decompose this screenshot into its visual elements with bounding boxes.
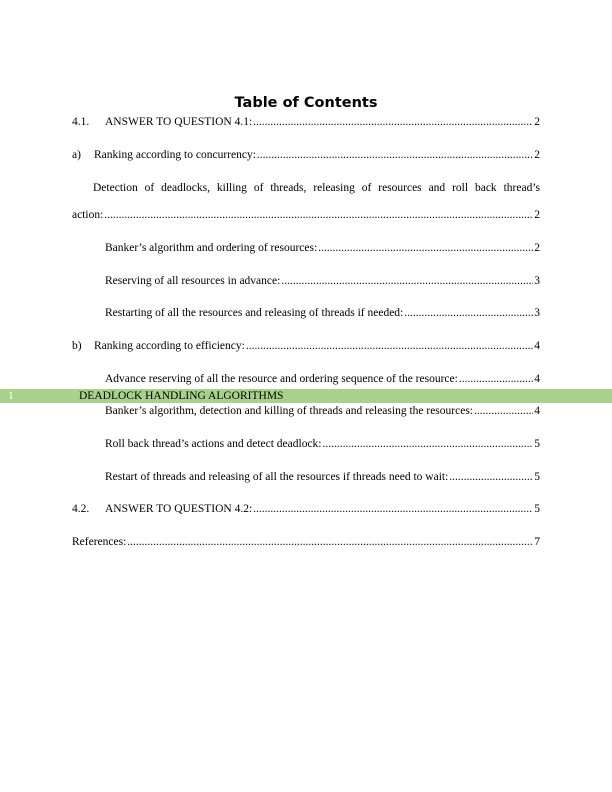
toc-entry-reserving[interactable]	[105, 274, 540, 288]
toc-entry-number: 4.2.	[72, 503, 90, 515]
toc-dot-leader	[281, 274, 533, 288]
toc-entry-text: Ranking according to concurrency:	[94, 149, 256, 161]
toc-page-number: 2	[534, 116, 540, 128]
toc-entry-number: a)	[72, 149, 81, 161]
page-header-band	[0, 389, 612, 403]
toc-dot-leader	[104, 208, 533, 222]
toc-entry-b[interactable]	[72, 339, 540, 353]
toc-entry-text: Ranking according to efficiency:	[94, 340, 245, 352]
toc-dot-leader	[253, 502, 533, 516]
toc-entry-restarting[interactable]	[105, 306, 540, 320]
toc-entry-text: ANSWER TO QUESTION 4.2:	[105, 503, 253, 515]
toc-page-number: 2	[534, 209, 540, 221]
toc-dot-leader	[318, 241, 533, 255]
toc-entry-text: Reserving of all resources in advance:	[105, 275, 281, 287]
toc-entry-detection-line1[interactable]: Detection of deadlocks, killing of threads, releasing of resources and roll back thread’s	[93, 182, 540, 194]
toc-entry-a[interactable]	[72, 148, 540, 162]
toc-page-number: 2	[534, 149, 540, 161]
toc-dot-leader	[257, 148, 533, 162]
toc-entry-advance-reserving[interactable]	[105, 372, 540, 386]
toc-dot-leader	[253, 115, 533, 129]
toc-entry-detection[interactable]	[72, 208, 540, 222]
toc-page-number: 7	[534, 536, 540, 548]
toc-entry-number: b)	[72, 340, 82, 352]
toc-dot-leader	[474, 404, 533, 418]
toc-dot-leader	[323, 437, 534, 451]
toc-dot-leader	[449, 470, 533, 484]
toc-entry-4-1[interactable]	[72, 115, 540, 129]
toc-entry-restart-threads[interactable]	[105, 470, 540, 484]
toc-entry-references[interactable]	[72, 535, 540, 549]
toc-dot-leader	[127, 535, 533, 549]
toc-entry-text: ANSWER TO QUESTION 4.1:	[105, 116, 253, 128]
toc-entry-text: Banker’s algorithm, detection and killing of threads and releasing the resources:	[105, 405, 473, 417]
toc-dot-leader	[246, 339, 533, 353]
toc-entry-text: Banker’s algorithm and ordering of resources:	[105, 242, 318, 254]
toc-entry-bankers-detection[interactable]	[105, 404, 540, 418]
toc-entry-text: References:	[72, 536, 127, 548]
toc-page-number: 4	[534, 340, 540, 352]
toc-entry-text: Advance reserving of all the resource and ordering sequence of the resource:	[105, 373, 458, 385]
toc-entry-bankers-ordering[interactable]	[105, 241, 540, 255]
toc-entry-number: 4.1.	[72, 116, 90, 128]
toc-dot-leader	[404, 306, 533, 320]
toc-page-number: 3	[534, 307, 540, 319]
toc-page-number: 5	[534, 471, 540, 483]
running-header: DEADLOCK HANDLING ALGORITHMS	[79, 390, 284, 402]
toc-dot-leader	[459, 372, 533, 386]
toc-entry-text: Restarting of all the resources and releasing of threads if needed:	[105, 307, 404, 319]
toc-entry-text: Roll back thread’s actions and detect deadlock:	[105, 438, 322, 450]
toc-entry-text: Restart of threads and releasing of all the resources if threads need to wait:	[105, 471, 449, 483]
toc-page-number: 3	[534, 275, 540, 287]
toc-page-number: 2	[534, 242, 540, 254]
toc-page-number: 4	[534, 373, 540, 385]
toc-entry-text: action:	[72, 209, 104, 221]
toc-entry-4-2[interactable]	[72, 502, 540, 516]
toc-entry-roll-back[interactable]	[105, 437, 540, 451]
toc-page-number: 4	[534, 405, 540, 417]
toc-title: Table of Contents	[234, 95, 378, 111]
line-number: 1	[8, 390, 14, 402]
toc-page-number: 5	[534, 503, 540, 515]
toc-page-number: 5	[534, 438, 540, 450]
